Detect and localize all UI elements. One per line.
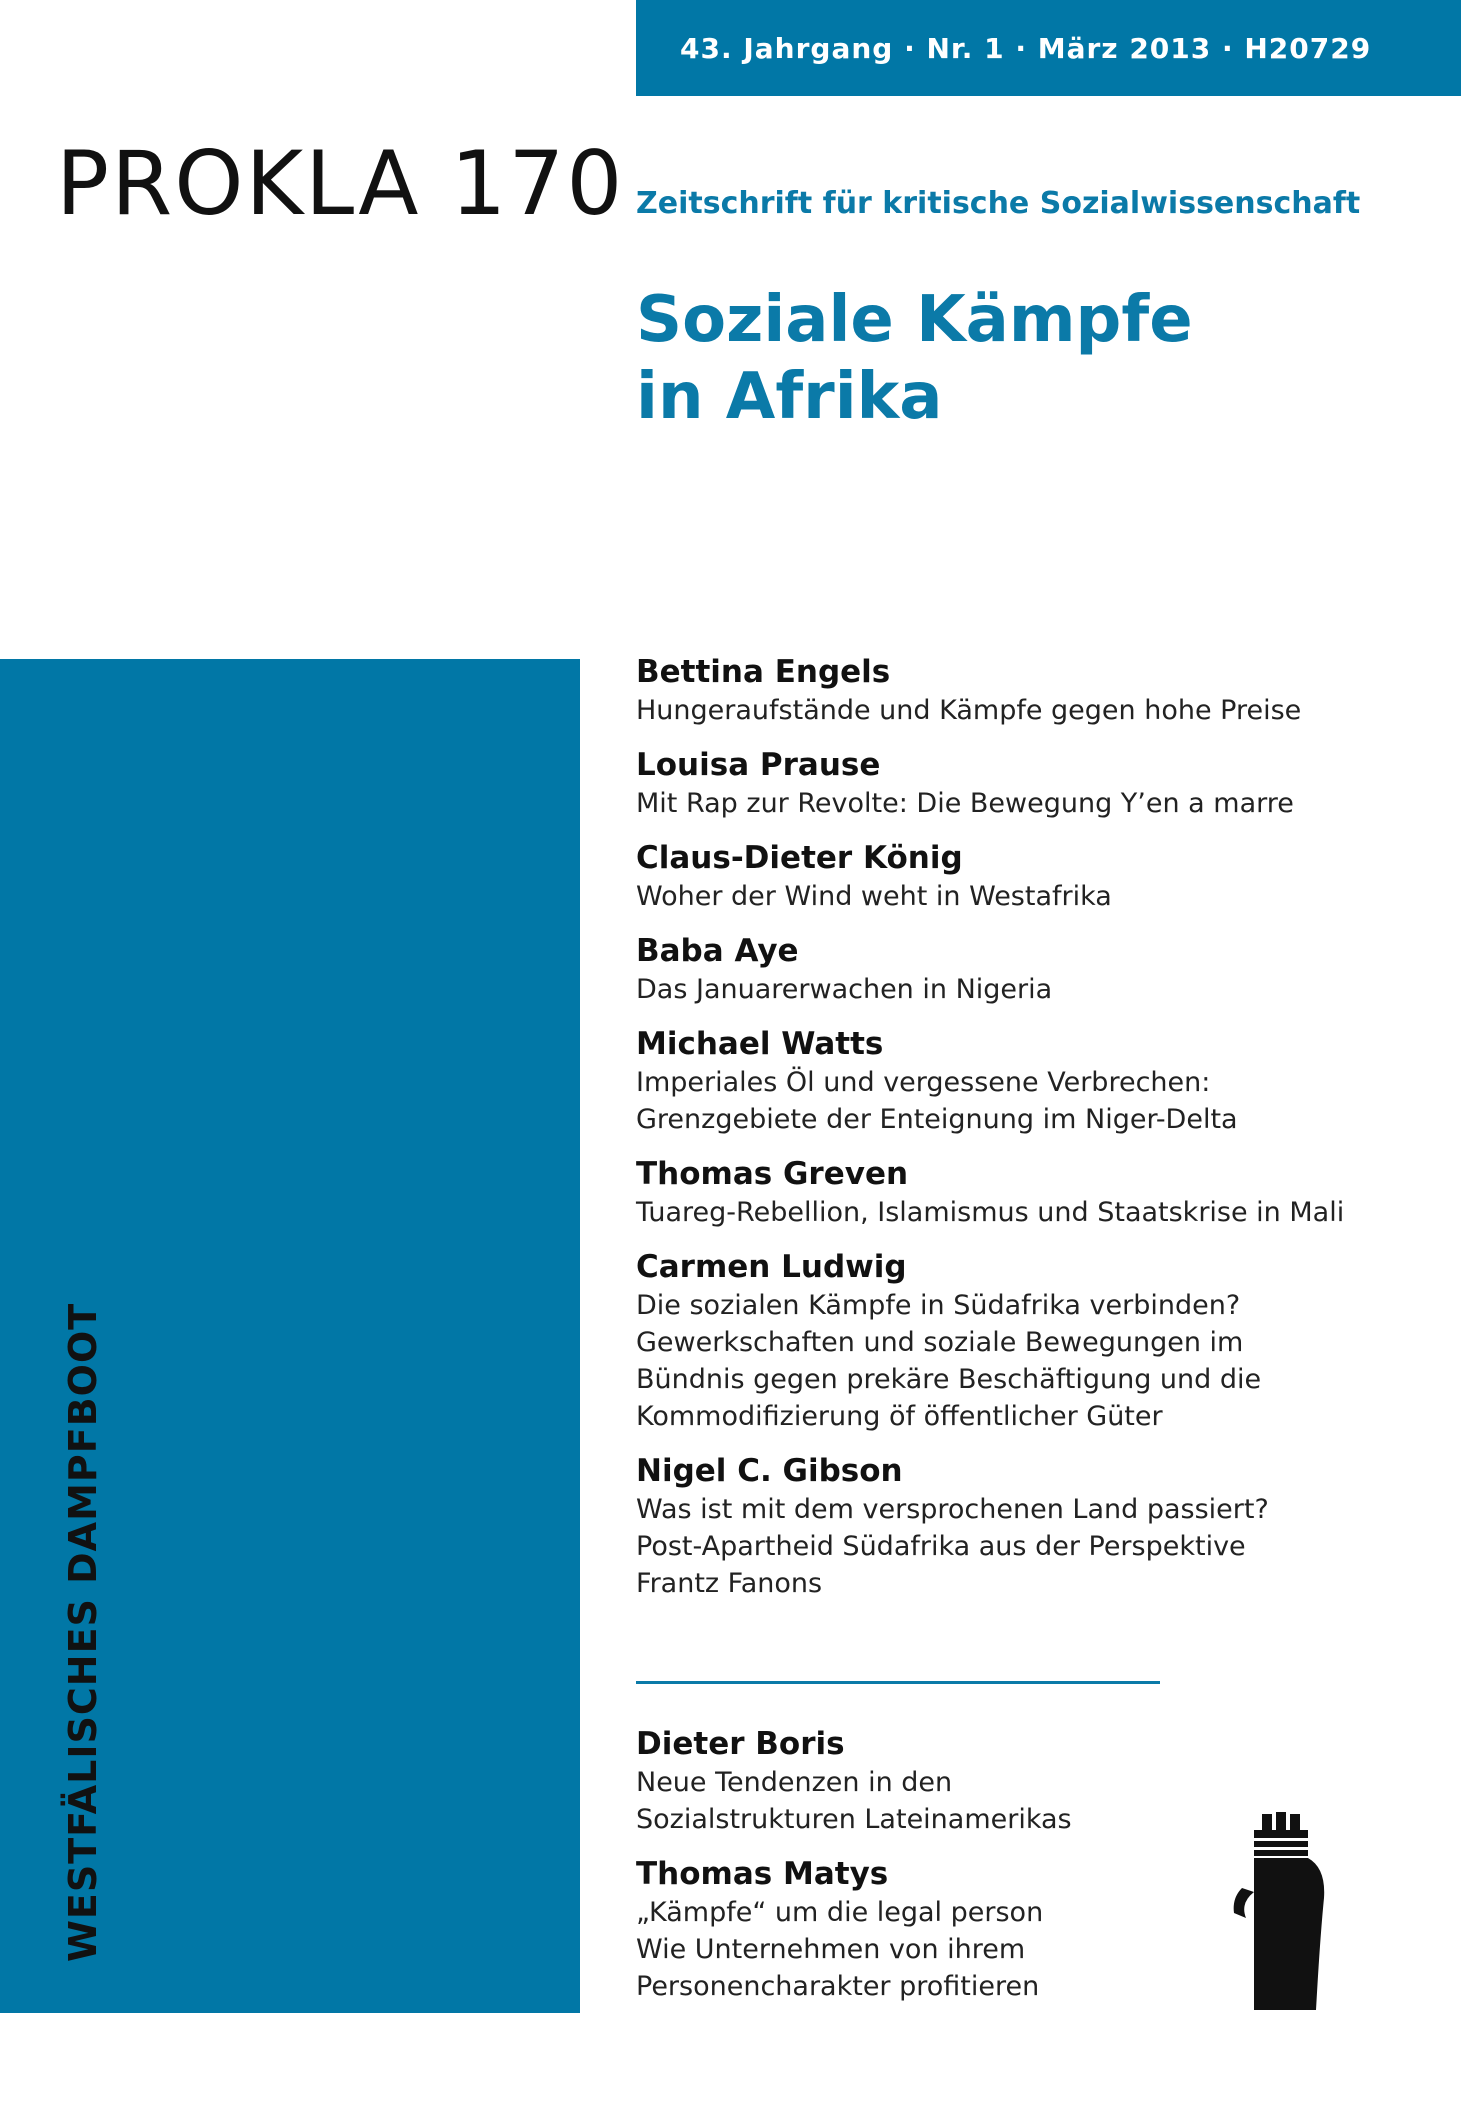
toc-entry-michael-watts [636,1024,1426,1138]
journal-subtitle: Zeitschrift für kritische Sozialwissenschaft [636,186,1361,221]
toc-author: Thomas Greven [636,1156,909,1192]
toc-article-line: Wie Unternehmen von ihrem [636,1934,1026,1965]
toc-author: Bettina Engels [636,654,891,690]
toc-article-line: Personencharakter profitieren [636,1971,1040,2002]
toc-author: Thomas Matys [636,1856,889,1892]
toc-author: Michael Watts [636,1026,884,1062]
toc-article-line: Frantz Fanons [636,1568,823,1599]
masthead-title: PROKLA 170 [56,132,625,235]
toc-entry-carmen-ludwig [636,1247,1426,1435]
toc-article-line: Mit Rap zur Revolte: Die Bewegung Y’en a marre [636,788,1294,819]
toc-author: Dieter Boris [636,1726,845,1762]
toc-entry-nigel-c-gibson [636,1451,1426,1602]
issue-info-band [636,0,1461,96]
toc-article-line: Gewerkschaften und soziale Bewegungen im [636,1327,1244,1358]
toc-entry-thomas-greven [636,1154,1426,1231]
issue-line: 43. Jahrgang · Nr. 1 · März 2013 · H20729 [680,31,1372,65]
issue-title-line-1: Soziale Kämpfe [636,283,1193,357]
toc-article-line: „Kämpfe“ um die legal person [636,1897,1044,1928]
toc-author: Nigel C. Gibson [636,1453,903,1489]
issue-title-line-2: in Afrika [636,359,943,434]
toc-article-line: Sozialstrukturen Lateinamerikas [636,1804,1072,1835]
toc-article-line: Das Januarerwachen in Nigeria [636,974,1053,1005]
toc-author: Claus-Dieter König [636,840,963,876]
table-of-contents [636,652,1426,1618]
toc-entry-louisa-prause [636,745,1426,822]
toc-article-line: Grenzgebiete der Enteignung im Niger-Delta [636,1104,1238,1135]
toc-article-line: Tuareg-Rebellion, Islamismus und Staatskrise in Mali [636,1197,1345,1228]
section-divider [636,1681,1160,1684]
toc-author: Carmen Ludwig [636,1249,907,1285]
toc-article-line: Hungeraufstände und Kämpfe gegen hohe Preise [636,695,1302,726]
toc-article-line: Kommodifizierung öf öffentlicher Güter [636,1401,1163,1432]
toc-author: Baba Aye [636,933,799,969]
issue-title [636,282,1396,436]
publisher-name: WESTFÄLISCHES DAMPFBOOT [61,1302,105,1962]
toc-entry-claus-dieter-konig [636,838,1426,915]
toc-article-line: Post-Apartheid Südafrika aus der Perspektive [636,1531,1246,1562]
steamship-logo-icon [1224,1808,1334,2010]
toc-entry-bettina-engels [636,652,1426,729]
toc-article-line: Woher der Wind weht in Westafrika [636,881,1112,912]
toc-entry-baba-aye [636,931,1426,1008]
toc-article-line: Die sozialen Kämpfe in Südafrika verbinden? [636,1290,1241,1321]
toc-author: Louisa Prause [636,747,881,783]
toc-article-line: Imperiales Öl und vergessene Verbrechen: [636,1067,1211,1098]
toc-article-line: Neue Tendenzen in den [636,1767,953,1798]
toc-article-line: Bündnis gegen prekäre Beschäftigung und die [636,1364,1262,1395]
toc-article-line: Was ist mit dem versprochenen Land passiert? [636,1494,1269,1525]
